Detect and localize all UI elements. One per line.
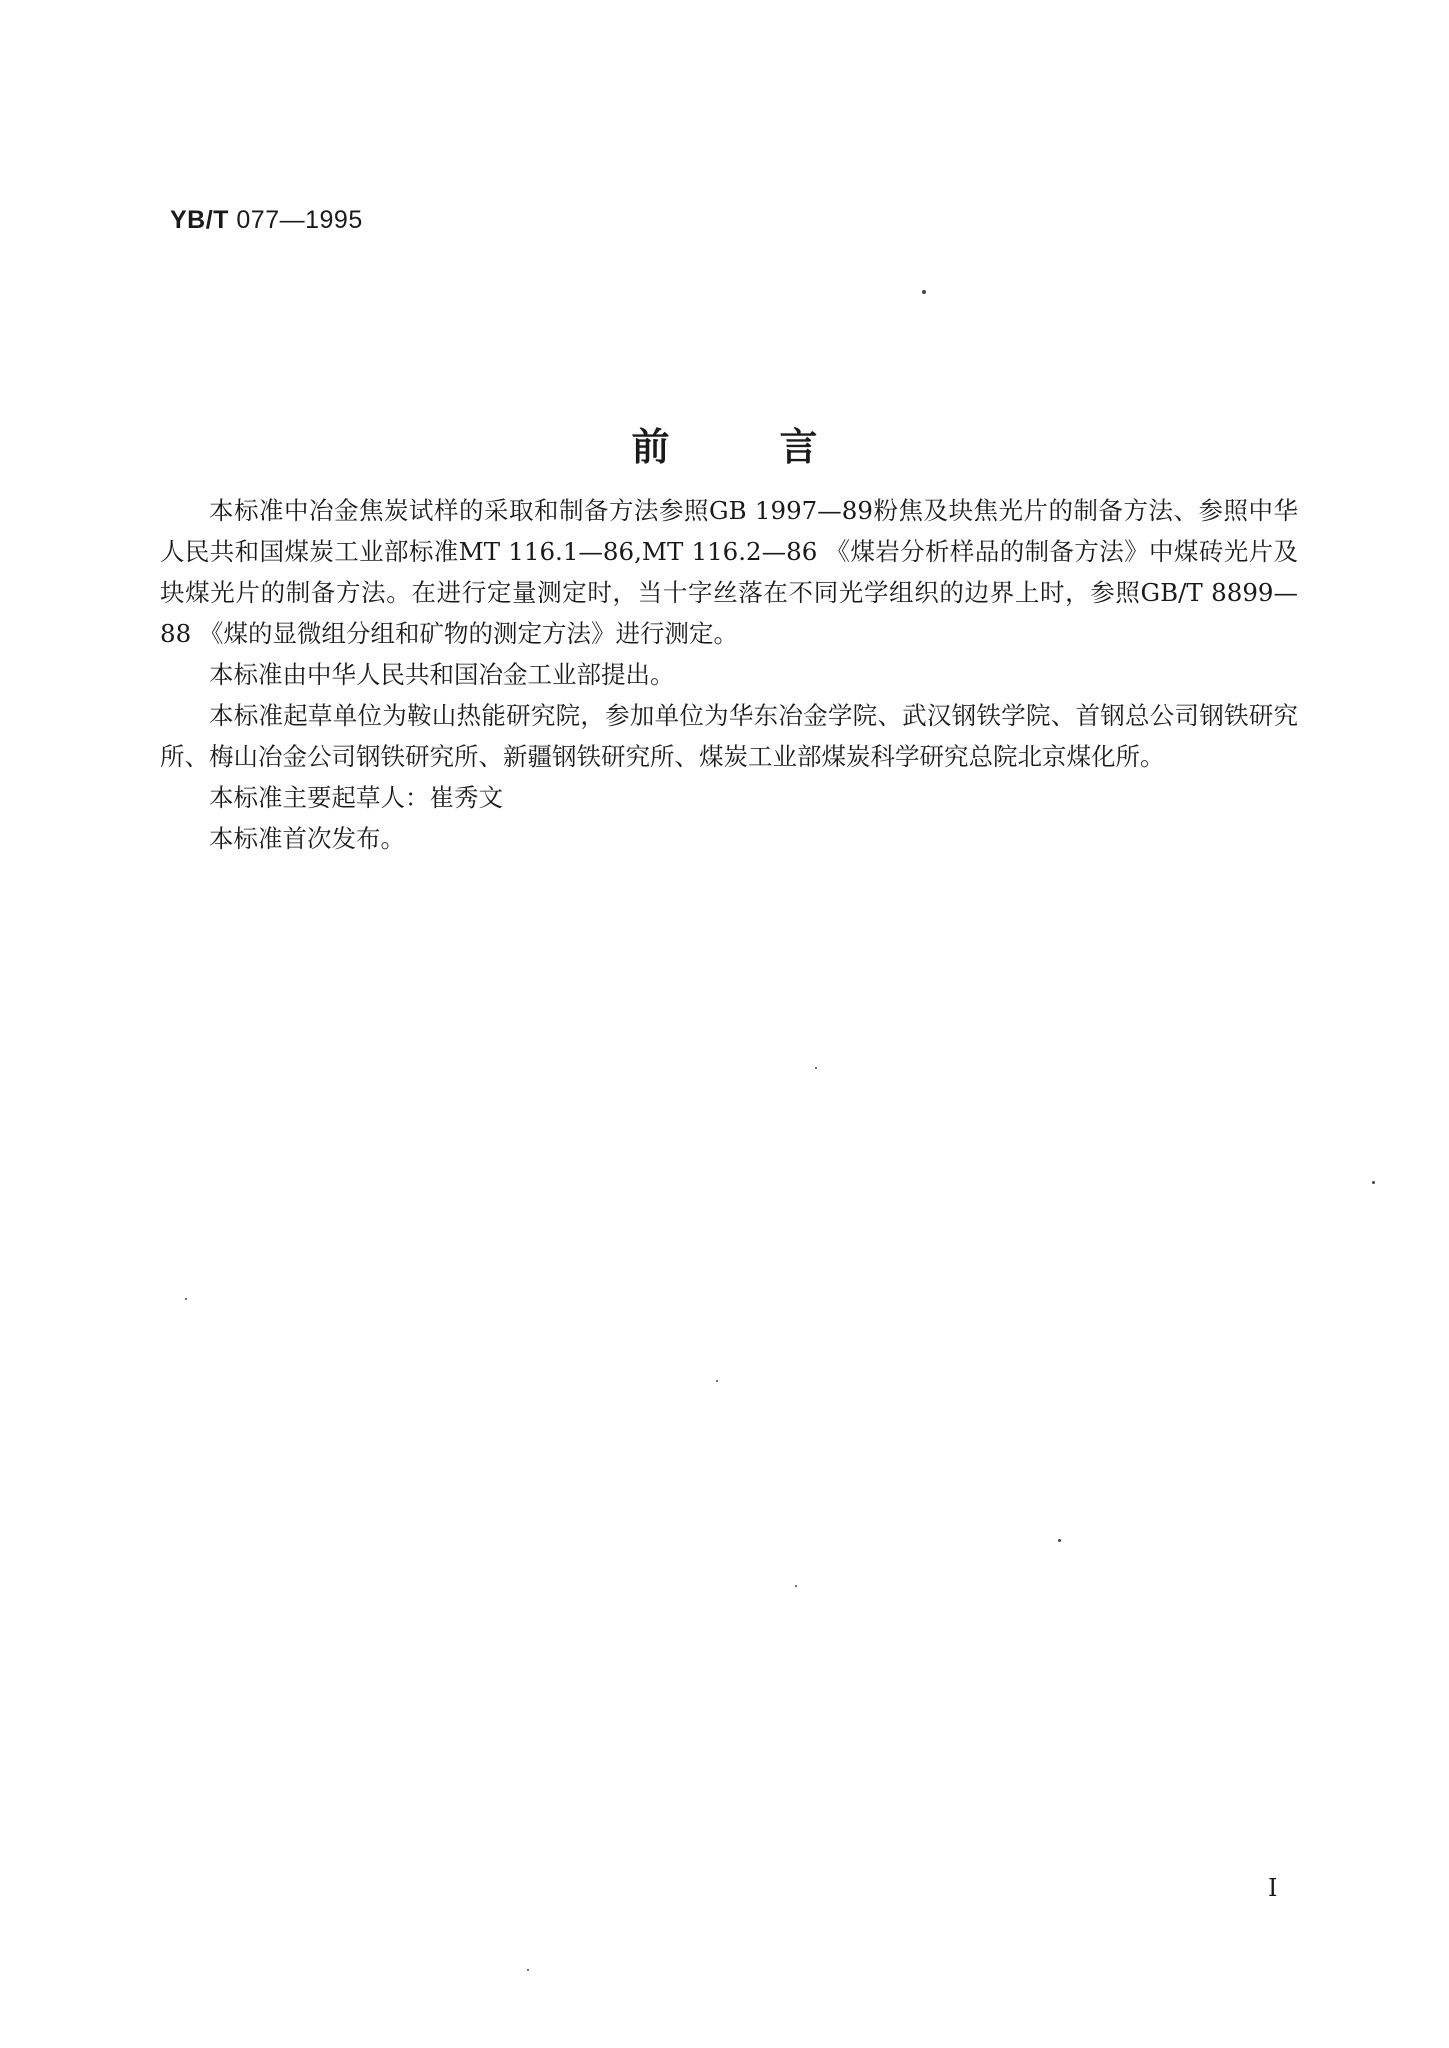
page-title: 前言: [631, 425, 928, 469]
paragraph-first-release: 本标准首次发布。: [209, 824, 405, 853]
paragraph-references: 本标准中冶金焦炭试样的采取和制备方法参照GB 1997—89粉焦及块焦光片的制备方法、参照中华人民共和国煤炭工业部标准MT 116.1—86,MT 116.2—86 《煤岩分析样品的制备方法》中煤砖光片及块煤光片的制备方法。在进行定量测定时，当十字丝落在不同光学组织的边界上时，参照GB/T 8899—88 《煤的显微组分组和矿物的测定方法》进行测定。: [160, 496, 1298, 648]
scan-speck: [1372, 1181, 1375, 1184]
paragraph-drafter: 本标准主要起草人：崔秀文: [209, 783, 503, 812]
paragraph-drafting-units: 本标准起草单位为鞍山热能研究院，参加单位为华东冶金学院、武汉钢铁学院、首钢总公司钢铁研究所、梅山冶金公司钢铁研究所、新疆钢铁研究所、煤炭工业部煤炭科学研究总院北京煤化所。: [160, 701, 1298, 771]
scan-speck: [922, 290, 926, 294]
standard-code-number: 077—1995: [236, 206, 363, 234]
scan-speck: [716, 1380, 718, 1382]
standard-code-prefix: YB/T: [170, 206, 229, 234]
scan-speck: [527, 1969, 529, 1971]
preface-body: [160, 490, 1298, 859]
scan-speck: [1058, 1539, 1061, 1542]
scan-speck: [185, 1298, 187, 1300]
paragraph-proposer: 本标准由中华人民共和国冶金工业部提出。: [209, 660, 675, 689]
scan-speck: [795, 1585, 797, 1587]
page-number: I: [1268, 1874, 1278, 1902]
scan-speck: [815, 1067, 817, 1069]
standard-code: [170, 206, 363, 235]
